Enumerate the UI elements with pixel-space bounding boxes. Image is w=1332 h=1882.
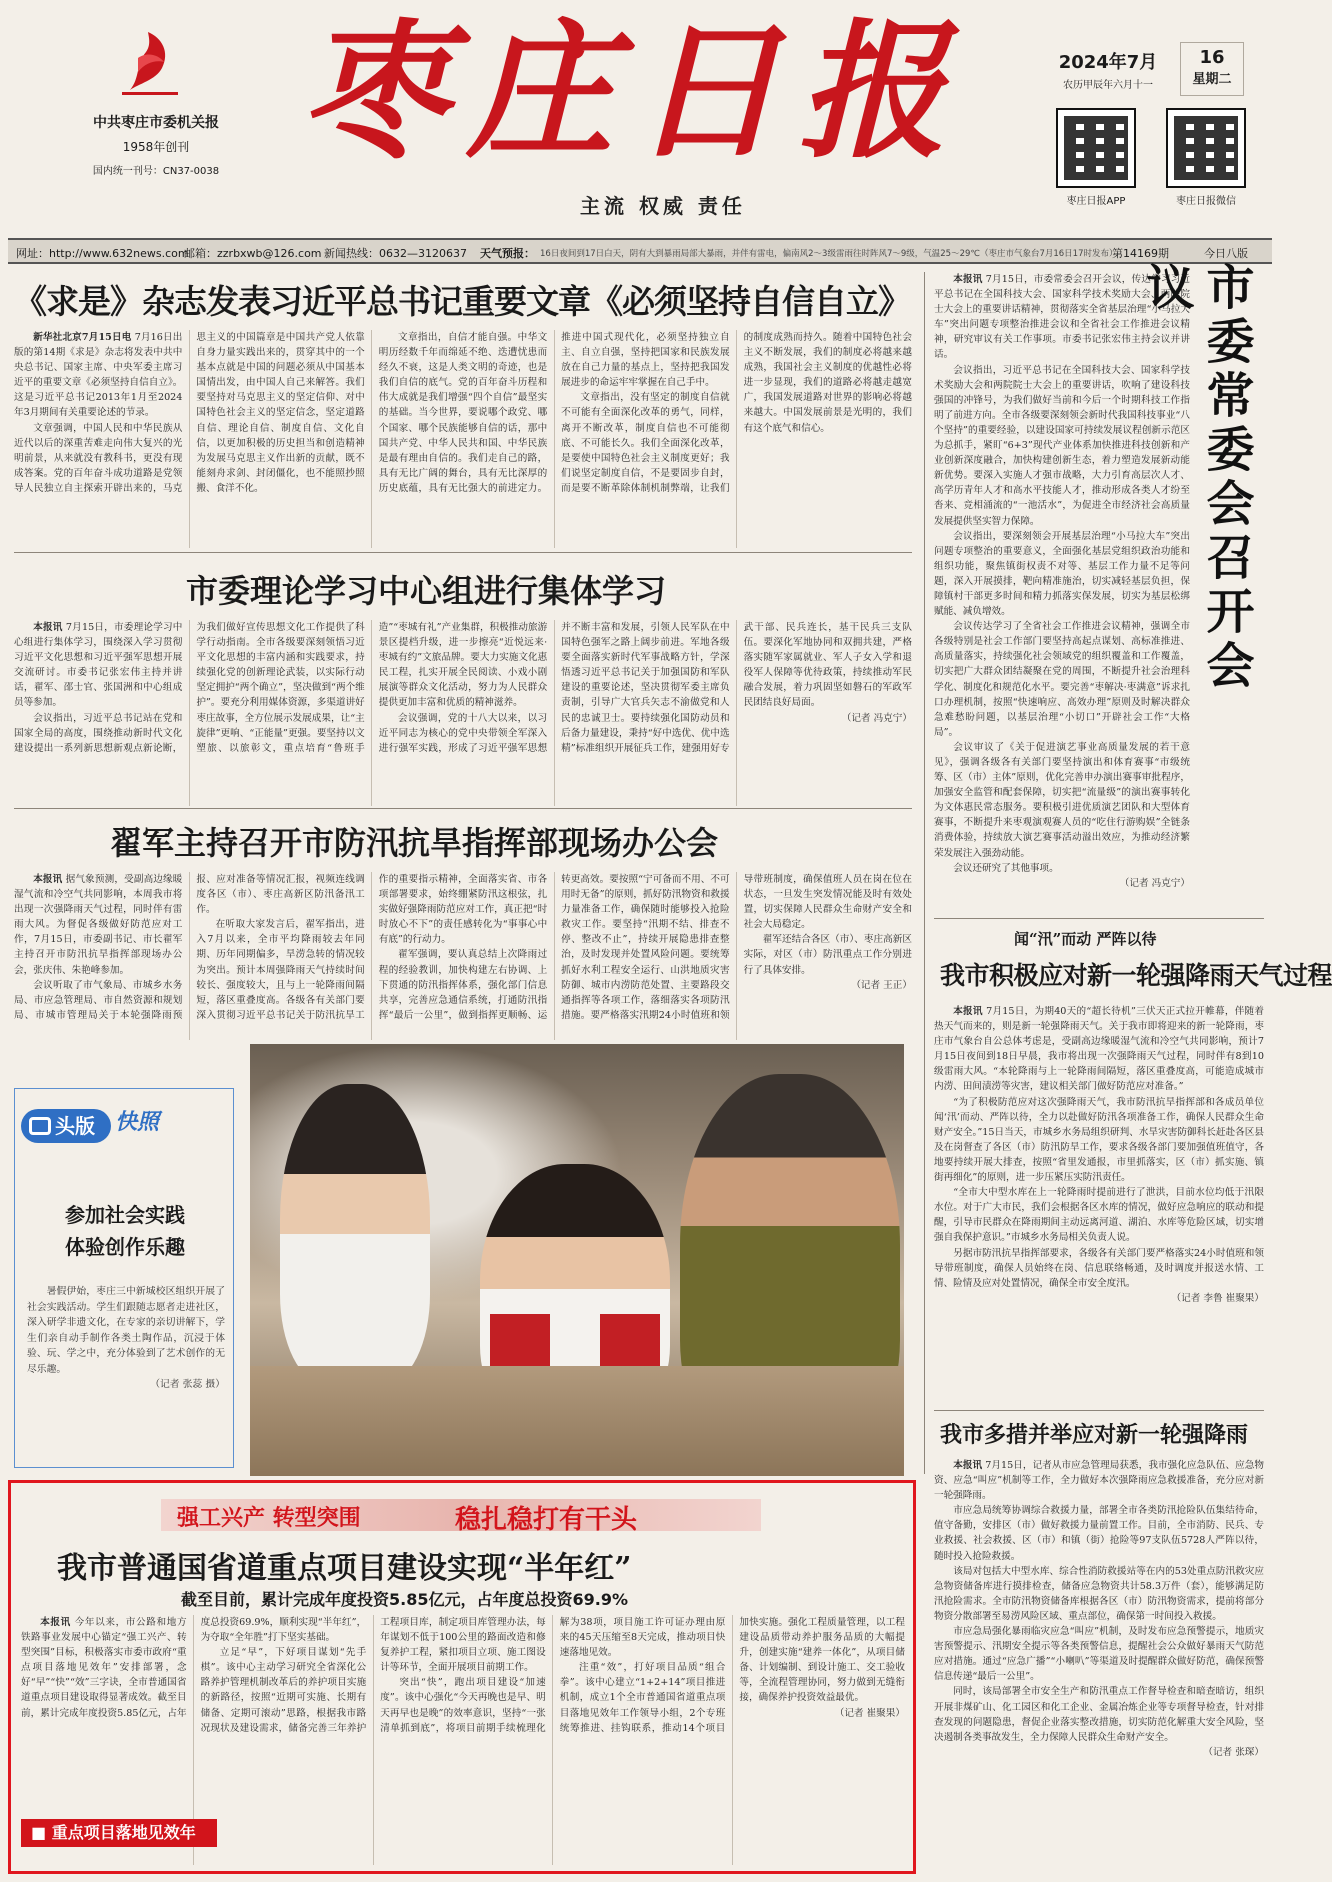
masthead [0, 0, 1280, 232]
article-6-headline[interactable]: 我市多措并举应对新一轮强降雨 [940, 1422, 1249, 1448]
newspaper-logo-icon [118, 28, 182, 98]
article-4-body: 本报讯 7月15日，市委常委会召开会议，传达学习习近平总书记在全国科技大会、国家科学技术奖励大会、两院院士大会上的重要讲话精神，贯彻落实全省基层治理“小马拉大车”突出问题专项整治推进会议和全省社会工作推进会议精神，研究审议有关工作事项。市委书记张宏伟主持会议并讲话。 会议指出，习近平总书记在全国科技大会、国家科学技术奖励大会和两院院士大会上的重要讲话，吹响了建设科技强国的冲锋号，为我们做好当前和今后一个时期科技工作指明了前进方向。全市各级要深刻领会新时代我国科技事业“八个坚持”的重要经验，以建设国家可持续发展议程创新示范区为总抓手，紧盯“6+3”现代产业体系加快推进科技创新和产业创新深度融合，加快构建创新生态，着力塑造发展新动能新优势。要深入实施人才强市战略，大力引育高层次人才、高学历青年人才和高水平技能人才，推动形成各类人才纷至沓来、竞相涌流的“一池活水”，为促进全市经济社会高质量发展提供坚实智力保障。 会议指出，要深刻领会开展基层治理“小马拉大车”突出问题专项整治的重要意义，全面强化基层党组织政治功能和组织功能，聚焦镇街权责不对等、基层工作力量不足等问题，深入开展摸排，靶向精准施治，切实减轻基层负担，保障镇村干部更多时间和精力抓落实保发展，切实为基层松绑赋能、减负增效。 会议传达学习了全省社会工作推进会议精神，强调全市各级特别是社会工作部门要坚持高起点谋划、高标准推进、高质量落实，持续强化社会领域党的组织覆盖和工作覆盖，切实把广大群众团结凝聚在党的周围，不断提升社会治理科学化、制度化和规范化水平。要完善“枣解决·枣满意”诉求扎口办理机制，按照“快速响应、高效办理”原则及时解决群众急难愁盼问题，以基层治理“小切口”开辟社会工作“大格局”。 会议审议了《关于促进演艺事业高质量发展的若干意见》，强调各级各有关部门要坚持演出和体育赛事“市级统筹、区（市）主体”原则，优化完善申办演出赛事审批程序，加强安全监管和配套保障，切实把“流量级”的演出赛事转化为文体惠民常态服务。要积极引进优质演艺团队和大型体育赛事，不断提升来枣观演观赛人员的“吃住行游购娱”全链条消费体验，持续放大演艺赛事活动溢出效应，为推动经济繁荣发展注入强劲动能。 会议还研究了其他事项。 （记者 冯克宁） [934, 272, 1190, 912]
feature-headline[interactable]: 我市普通国省道重点项目建设实现“半年红” [57, 1551, 632, 1586]
snapshot-tag: 头版 [21, 1109, 111, 1143]
article-5-body: 本报讯 7月15日，为期40天的“超长待机”三伏天正式拉开帷幕，伴随着热天气而来的，则是新一轮强降雨天气。关于我市即将迎来的新一轮降雨，枣庄市气象台自公总体考虑是，受副高边缘暖湿气流和冷空气共同影响，预计7月15日夜间到18日早晨，我市将出现一次强降雨天气过程，同时伴有8到10级雷雨大风。“本轮降雨与上一轮降雨间隔短，落区重叠度高，可能造成城市内涝、田间渍涝等灾害，建议相关部门做好防范应对准备。” “为了积极防范应对这次强降雨天气，我市防汛抗旱指挥部和各成员单位闻‘汛’而动、严阵以待，全力以赴做好防汛各项准备工作，确保人民群众生命财产安全。”15日当天，市城乡水务局组织研判、水旱灾害防御科长赶赴各区县及在岗督查了各区（市）防汛防旱工作，要求各级各部门要加强值班值守，各地要持续开展大排查，按照“省里发通报，市里抓落实，区（市）抓实施、镇街再细化”的原则，进一步压紧压实防汛责任。 “全市大中型水库在上一轮降雨时提前进行了泄洪，目前水位均低于汛限水位。对于广大市民，我们会根据各区水库的情况，做好应急响应的联动和提醒，引导市民群众在降雨期间主动远离河道、湖泊、水库等危险区域，切实增强自我保护意识。”市城乡水务局相关负责人说。 另据市防汛抗旱指挥部要求，各级各有关部门要严格落实24小时值班和领导带班制度，确保人员始终在岗、信息联络畅通，及时调度并报送水情、工情、险情及应对处置情况，确保全市安全度汛。 （记者 李鲁 崔聚果） [934, 1004, 1264, 1404]
snapshot-tag-script: 快照 [115, 1109, 160, 1135]
article-2-body: 本报讯 7月15日，市委理论学习中心组进行集体学习，围绕深入学习贯彻习近平文化思想和习近平强军思想开展交流研讨。市委书记张宏伟主持并讲话，翟军、邵士官、张国洲和中心组成员等参加。 会议指出，习近平总书记站在党和国家全局的高度，围绕推动新时代文化建设提出一系列新思想新观点新论断，为我们做好宣传思想文化工作提供了科学行动指南。全市各级要深刻领悟习近平文化思想的丰富内涵和实践要求，持续强化党的创新理论武装，以实际行动坚定拥护“两个确立”，坚决做到“两个维护”。要充分利用媒体资源，多渠道讲好枣庄故事，全方位展示发展成果，让“主旋律”更响、“正能量”更强。要坚持以文塑旅、以旅彰文，重点培育“鲁班手造”“枣城有礼”产业集群，积极推动旅游景区提档升级，进一步擦亮“近悦远来·枣城有约”文旅品牌。要大力实施文化惠民工程，扎实开展全民阅读、小戏小剧展演等群众文化活动，努力为人民群众提供更加丰富和优质的精神滋养。 会议强调，党的十八大以来，以习近平同志为核心的党中央带领全军深入进行强军实践，形成了习近平强军思想并不断丰富和发展，引领人民军队在中国特色强军之路上阔步前进。军地各级要全面落实新时代军事战略方针，学深悟透习近平总书记关于加强国防和军队建设的重要论述，坚决贯彻军委主席负责制，引导广大官兵矢志不渝做党和人民的忠诚卫士。要持续强化国防动员和后备力量建设，秉持“好中选优、优中选精”标准组织开展征兵工作，建强用好专武干部、民兵连长，基干民兵三支队伍。要深化军地协同和双拥共建，严格落实随军家属就业、军人子女入学和退役军人保障等优待政策，持续推动军民融合发展，着力巩固坚如磐石的军政军民团结良好局面。 （记者 冯克宁） [14, 622, 912, 754]
article-5-author: （记者 李鲁 崔聚果） [1171, 1292, 1264, 1304]
front-page-photo[interactable] [250, 1044, 904, 1476]
article-4-author: （记者 冯克宁） [1119, 877, 1190, 889]
feature-banner [161, 1499, 761, 1535]
issn-number: 国内统一刊号：CN37-0038 [92, 166, 220, 177]
feature-author: （记者 崔聚果） [834, 1707, 905, 1719]
website-link[interactable]: 网址：http://www.632news.com [16, 247, 189, 260]
founded-year: 1958年创刊 [122, 140, 190, 154]
article-1-body: 新华社北京7月15日电 7月16日出版的第14期《求是》杂志将发表中共中央总书记、国家主席、中央军委主席习近平的重要文章《必须坚持自信自立》。这是习近平总书记2013年1月至2024年3月期间有关重要论述的节录。 文章强调，中国人民和中华民族从近代以后的深重苦难走向伟大复兴的光明前景，从来就没有教科书，更没有现成答案。党的百年奋斗成功道路是党领导人民独立自主探索开辟出来的，马克思主义的中国篇章是中国共产党人依靠自身力量实践出来的，贯穿其中的一个基本点就是中国的问题必须从中国基本国情出发，由中国人自己来解答。我们要坚持对马克思主义的坚定信仰、对中国特色社会主义的坚定信念，坚定道路自信、理论自信、制度自信、文化自信，以更加积极的历史担当和创造精神为发展马克思主义作出新的贡献，既不能刻舟求剑、封闭僵化，也不能照抄照搬、食洋不化。 文章指出，自信才能自强。中华文明历经数千年而绵延不绝、迭遭忧患而经久不衰，这是人类文明的奇迹，也是我们自信的底气。党的百年奋斗历程和伟大成就是我们增强“四个自信”最坚实的基础。当今世界，要说哪个政党、哪个国家、哪个民族能够自信的话，那中国共产党、中华人民共和国、中华民族是最有理由自信的。我们走自己的路，具有无比广阔的舞台，具有无比深厚的历史底蕴，具有无比强大的前进定力。推进中国式现代化，必须坚持独立自主、自立自强，坚持把国家和民族发展放在自己力量的基点上，坚持把我国发展进步的命运牢牢掌握在自己手中。 文章指出，没有坚定的制度自信就不可能有全面深化改革的勇气，同样，离开不断改革，制度自信也不可能彻底、不可能长久。我们全面深化改革，是要使中国特色社会主义制度更好；我们说坚定制度自信，不是要固步自封，而是要不断革除体制机制弊端，让我们的制度成熟而持久。随着中国特色社会主义不断发展，我们的制度必将越来越成熟，我国社会主义制度的优越性必将进一步显现，我们的道路必将越走越宽广，我国发展道路对世界的影响必将越来越大。中国发展前景是光明的，我们有这个底气和信心。 [14, 332, 912, 494]
page-count: 今日八版 [1204, 247, 1248, 260]
feature-body: 本报讯 今年以来，市公路和地方铁路事业发展中心锚定“强工兴产、转型突围”目标，积极落实市委市政府“重点项目落地见效年”安排部署，念好“早”“快”“效”三字诀，全市普通国省道重点项目建设取得显著成效。截至目前，累计完成年度投资5.85亿元，占年度总投资69.9%，顺利实现“半年红”，为夺取“全年胜”打下坚实基础。 立足“早”，下好项目谋划“先手棋”。该中心主动学习研究全省深化公路养护管理机制改革后的养护项目实施的新路径，按照“近期可实施、长期有储备、定期可滚动”思路，根据我市路况现状及建设需求，储备完善三年养护工程项目库，制定项目库管理办法，每年谋划不低于100公里的路面改造和修复养护工程，紧扣项目立项、施工图设计等环节，全面开展项目前期工作。 突出“快”，跑出项目建设“加速度”。该中心强化“今天再晚也是早、明天再早也是晚”的效率意识，坚持“一张清单抓到底”，将项目前期手续梳理化解为38项，项目施工许可证办理由原来的45天压缩至8天完成，推动项目快速落地见效。 注重“效”，打好项目品质“组合拳”。该中心建立“1+2+14”项目推进机制，成立1个全市普通国省道重点项目落地见效年工作领导小组，2个专班统筹推进、挂钩联系，推动14个项目加快实施。强化工程质量管理，以工程建设品质带动养护服务品质的大幅提升，创建实施“建养一体化”，从项目储备、计划编制、到设计施工、交工验收等，全流程管理协同，努力做到无缝衔接，确保养护投资效益最优。 （记者 崔聚果） [21, 1617, 905, 1734]
article-2-headline[interactable]: 市委理论学习中心组进行集体学习 [186, 572, 667, 610]
app-qr-caption: 枣庄日报APP [1066, 196, 1126, 207]
article-1-dateline: 新华社北京7月15日电 [33, 332, 132, 343]
day-box [1180, 42, 1244, 96]
front-page-snapshot-box [14, 1088, 234, 1468]
divider [14, 552, 912, 553]
issue-date: 2024年7月 [1058, 52, 1158, 73]
snapshot-title-line-2: 体验创作乐趣 [65, 1235, 185, 1259]
feature-article-box [8, 1480, 916, 1874]
day-number: 16 [1199, 47, 1225, 68]
lunar-date: 农历甲辰年六月十一 [1063, 80, 1153, 91]
article-3-author: （记者 王正） [851, 979, 912, 991]
divider [934, 918, 1264, 919]
snapshot-title-line-1: 参加社会实践 [65, 1203, 185, 1227]
news-hotline: 新闻热线：0632—3120637 [324, 247, 467, 260]
photo-student-left [280, 1084, 430, 1384]
app-qr-code-icon[interactable] [1056, 108, 1136, 188]
info-bar [8, 238, 1272, 264]
email-link[interactable]: 邮箱：zzrbxwb@126.com [184, 247, 322, 260]
snapshot-caption: 暑假伊始，枣庄三中新城校区组织开展了社会实践活动。学生们跟随志愿者走进社区，深入研学非遗文化，在专家的亲切讲解下，学生们亲自动手制作各类土陶作品，沉浸于体验、玩、学之中，充分体验到了艺术创作的无尽乐趣。 （记者 张蕊 摄） [27, 1284, 225, 1393]
divider [934, 1410, 1264, 1411]
weather-label: 天气预报： [480, 247, 535, 260]
article-6-body: 本报讯 7月15日，记者从市应急管理局获悉，我市强化应急队伍、应急物资、应急“叫应”机制等工作，全力做好本次强降雨应急救援准备，充分应对新一轮强降雨。 市应急局统筹协调综合救援力量，部署全市各类防汛抢险队伍集结待命，值守备勤，安排区（市）做好救援力量前置工作。目前，全市消防、民兵、专业救援、社会救援、区（市）和镇（街）抢险等97支队伍5728人严阵以待，随时投入抢险救援。 该局对包括大中型水库、综合性消防救援站等在内的53处重点防汛救灾应急物资储备库进行摸排检查，储备应急物资共计58.3万件（套），能够满足防汛抢险需求。全市防汛物资储备库根据各区（市）防汛物资需求，提前将部分物资分散部署至易涝风险区域、重点部位，确保第一时间投入救援。 市应急局强化暴雨临灾应急“叫应”机制，及时发布应急预警提示，地质灾害预警提示、汛期安全提示等各类预警信息，提醒社会公众做好暴雨天气防范应对措施。通过“应急广播”“小喇叭”等渠道及时提醒群众做好防范，确保预警信息传递“最后一公里”。 同时，该局部署全市安全生产和防汛重点工作督导检查和暗查暗访，组织开展非煤矿山、化工园区和化工企业、金属冶炼企业等专项督导检查，针对排查发现的问题隐患，督促企业落实整改措施，切实防范化解重大安全风险，坚决遏制各类事故发生，全力保障人民群众生命财产安全。 （记者 张琛） [934, 1458, 1264, 1874]
article-2-author: （记者 冯克宁） [841, 712, 912, 724]
article-3-headline[interactable]: 翟军主持召开市防汛抗旱指挥部现场办公会 [110, 824, 719, 862]
weekday: 星期二 [1192, 72, 1232, 87]
article-6-author: （记者 张琛） [1203, 1746, 1264, 1758]
wechat-qr-caption: 枣庄日报微信 [1176, 196, 1236, 207]
article-5-kicker: 闻“汛”而动 严阵以待 [1014, 930, 1157, 948]
article-3-body: 本报讯 据气象预测，受副高边缘暖湿气流和冷空气共同影响，本周我市将出现一次强降雨天气过程，同时伴有雷雨大风。为督促各级做好防范应对工作，7月15日，市委副书记、市长翟军主持召开市防汛抗旱指挥部现场办公会，张庆伟、朱艳峰参加。 会议听取了市气象局、市城乡水务局、市应急管理局、市自然资源和规划局、市城市管理局关于本轮强降雨预报、应对准备等情况汇报，视频连线调度各区（市）、枣庄高新区防汛备汛工作。 在听取大家发言后，翟军指出，进入7月以来，全市平均降雨较去年同期、历年同期偏多，旱涝急转的情况较为突出。预计本周强降雨天气持续时间较长、强度较大，且与上一轮降雨间隔短，落区重叠度高。各级各有关部门要深入贯彻习近平总书记关于防汛抗旱工作的重要指示精神，全面落实省、市各项部署要求，始终绷紧防汛这根弦，扎实做好强降雨防范应对工作，真正把“时时放心不下”的责任感转化为“事事心中有底”的行动力。 翟军强调，要认真总结上次降雨过程的经验教训，加快构建左右协调、上下贯通的防汛指挥体系，强化部门信息共享，完善应急通信系统，打通防汛指挥“最后一公里”，做到指挥更顺畅、运转更高效。要按照“宁可备而不用、不可用时无备”的原则，抓好防汛物资和救援力量准备工作，确保随时能够投入抢险救灾工作。要坚持“汛期不结、排查不停、整改不止”，持续开展隐患排查整治，及时发现并处置风险问题。要统筹抓好水利工程安全运行、山洪地质灾害防御、城市内涝防范处置、主要路段交通指挥等各项工作，落细落实各项防汛措施。要严格落实汛期24小时值班和领导带班制度，确保值班人员在岗在位在状态，一旦发生突发情况能及时有效处置，切实保障人民群众生命财产安全和社会大局稳定。 翟军还结合各区（市）、枣庄高新区实际，对区（市）防汛重点工作分别进行了具体安排。 （记者 王正） [14, 874, 912, 1021]
snapshot-author: （记者 张蕊 摄） [150, 1379, 225, 1390]
wechat-qr-code-icon[interactable] [1166, 108, 1246, 188]
photo-worktable [250, 1366, 904, 1476]
feature-banner-slogan: 强工兴产 转型突围 [177, 1505, 361, 1531]
article-4-headline[interactable]: 市委常委会召开会议 [1138, 262, 1254, 694]
newspaper-title: 枣庄日报 [300, 4, 964, 178]
camera-icon [29, 1117, 51, 1135]
divider [14, 808, 912, 809]
column-divider [924, 272, 925, 1474]
feature-badge: ■ 重点项目落地见效年 [21, 1819, 217, 1847]
slogan: 主流 权威 责任 [580, 194, 746, 218]
org-name: 中共枣庄市委机关报 [93, 115, 219, 131]
issue-number: 第14169期 [1112, 247, 1169, 260]
feature-banner-motto: 稳扎稳打有干头 [455, 1505, 638, 1535]
article-1-headline[interactable]: 《求是》杂志发表习近平总书记重要文章《必须坚持自信自立》 [14, 282, 910, 321]
article-5-headline[interactable]: 我市积极应对新一轮强降雨天气过程 [940, 961, 1332, 990]
weather-forecast: 16日夜间到17日白天，阴有大到暴雨局部大暴雨，并伴有雷电，偏南风2～3级雷雨往时阵风7～9级，气温25～29℃（枣庄市气象台7月16日17时发布） [540, 249, 1118, 259]
feature-subhead: 截至目前，累计完成年度投资5.85亿元，占年度总投资69.9% [181, 1590, 628, 1609]
